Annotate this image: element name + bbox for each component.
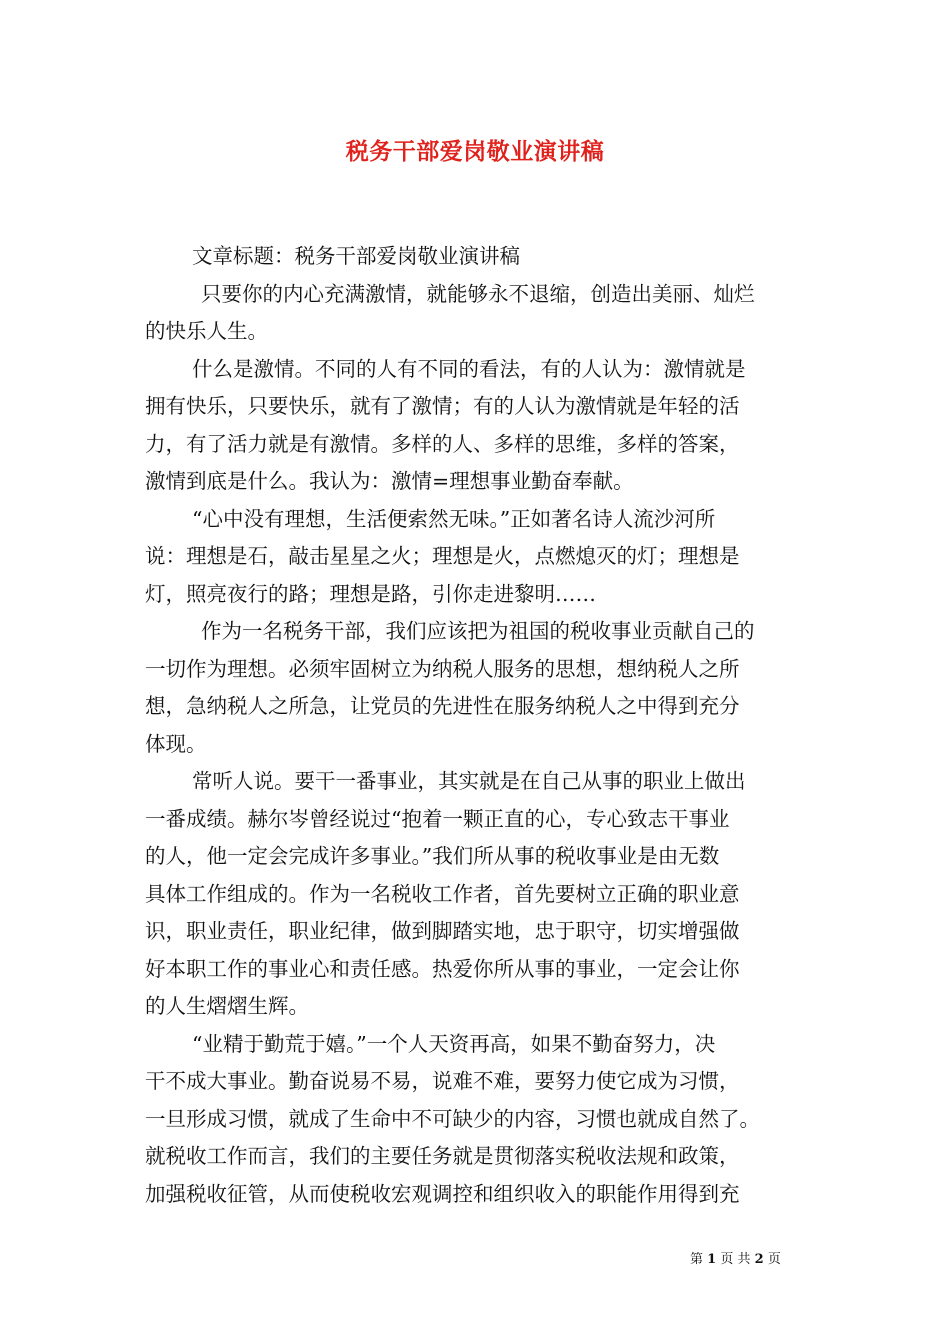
footer-suffix: 页 — [767, 1252, 781, 1267]
paragraph-line: 具体工作组成的。作为一名税收工作者，首先要树立正确的职业意 — [145, 881, 740, 906]
page-number-footer — [690, 1248, 781, 1267]
paragraph-line: “心中没有理想，生活便索然无味。”正如著名诗人流沙河所 — [192, 506, 716, 531]
paragraph-line: 就税收工作而言，我们的主要任务就是贯彻落实税收法规和政策， — [145, 1144, 740, 1168]
document-title: 税务干部爱岗敬业演讲稿 — [345, 138, 605, 165]
paragraph-line: 的快乐人生。 — [145, 319, 268, 343]
paragraph-line: 识，职业责任，职业纪律，做到脚踏实地，忠于职守，切实增强做 — [145, 919, 740, 943]
paragraph-line: 一番成绩。赫尔岑曾经说过“抱着一颗正直的心，专心致志干事业 — [145, 806, 730, 831]
paragraph-line: 什么是激情。不同的人有不同的看法，有的人认为：激情就是 — [192, 356, 746, 381]
footer-prefix: 第 — [690, 1252, 704, 1267]
article-title-line: 文章标题：税务干部爱岗敬业演讲稿 — [192, 244, 520, 268]
footer-middle: 页 共 — [720, 1252, 751, 1267]
paragraph-line: 激情到底是什么。我认为：激情=理想事业勤奋奉献。 — [145, 469, 634, 493]
paragraph-line: 加强税收征管，从而使税收宏观调控和组织收入的职能作用得到充 — [145, 1181, 740, 1206]
document-body — [145, 238, 813, 1213]
paragraph-line: 好本职工作的事业心和责任感。热爱你所从事的事业，一定会让你 — [145, 956, 740, 981]
paragraph-line: 的人生熠熠生辉。 — [145, 994, 309, 1018]
paragraph-line: 只要你的内心充满激情，就能够永不退缩，创造出美丽、灿烂 — [201, 281, 755, 306]
paragraph-line: 拥有快乐，只要快乐，就有了激情；有的人认为激情就是年轻的活 — [145, 394, 740, 418]
paragraph-line: 说：理想是石，敲击星星之火；理想是火，点燃熄灭的灯；理想是 — [145, 544, 740, 568]
paragraph-line: 常听人说。要干一番事业，其实就是在自己从事的职业上做出 — [192, 769, 746, 793]
paragraph-line: 体现。 — [145, 731, 207, 756]
paragraph-line: 力，有了活力就是有激情。多样的人、多样的思维，多样的答案， — [145, 431, 740, 456]
paragraph-line: 干不成大事业。勤奋说易不易，说难不难，要努力使它成为习惯， — [145, 1069, 740, 1093]
total-page-number: 2 — [754, 1252, 764, 1267]
paragraph-line: 灯，照亮夜行的路；理想是路，引你走进黎明…… — [145, 581, 596, 606]
paragraph-line: 一切作为理想。必须牢固树立为纳税人服务的思想，想纳税人之所 — [145, 656, 740, 681]
paragraph-line: 的人，他一定会完成许多事业。”我们所从事的税收事业是由无数 — [145, 844, 720, 868]
current-page-number: 1 — [707, 1252, 717, 1267]
paragraph-line: 想，急纳税人之所急，让党员的先进性在服务纳税人之中得到充分 — [145, 694, 740, 718]
paragraph-line: “业精于勤荒于嬉。”一个人天资再高，如果不勤奋努力，决 — [192, 1031, 716, 1056]
paragraph-line: 作为一名税务干部，我们应该把为祖国的税收事业贡献自己的 — [201, 619, 755, 643]
paragraph-line: 一旦形成习惯，就成了生命中不可缺少的内容，习惯也就成自然了。 — [145, 1106, 760, 1131]
